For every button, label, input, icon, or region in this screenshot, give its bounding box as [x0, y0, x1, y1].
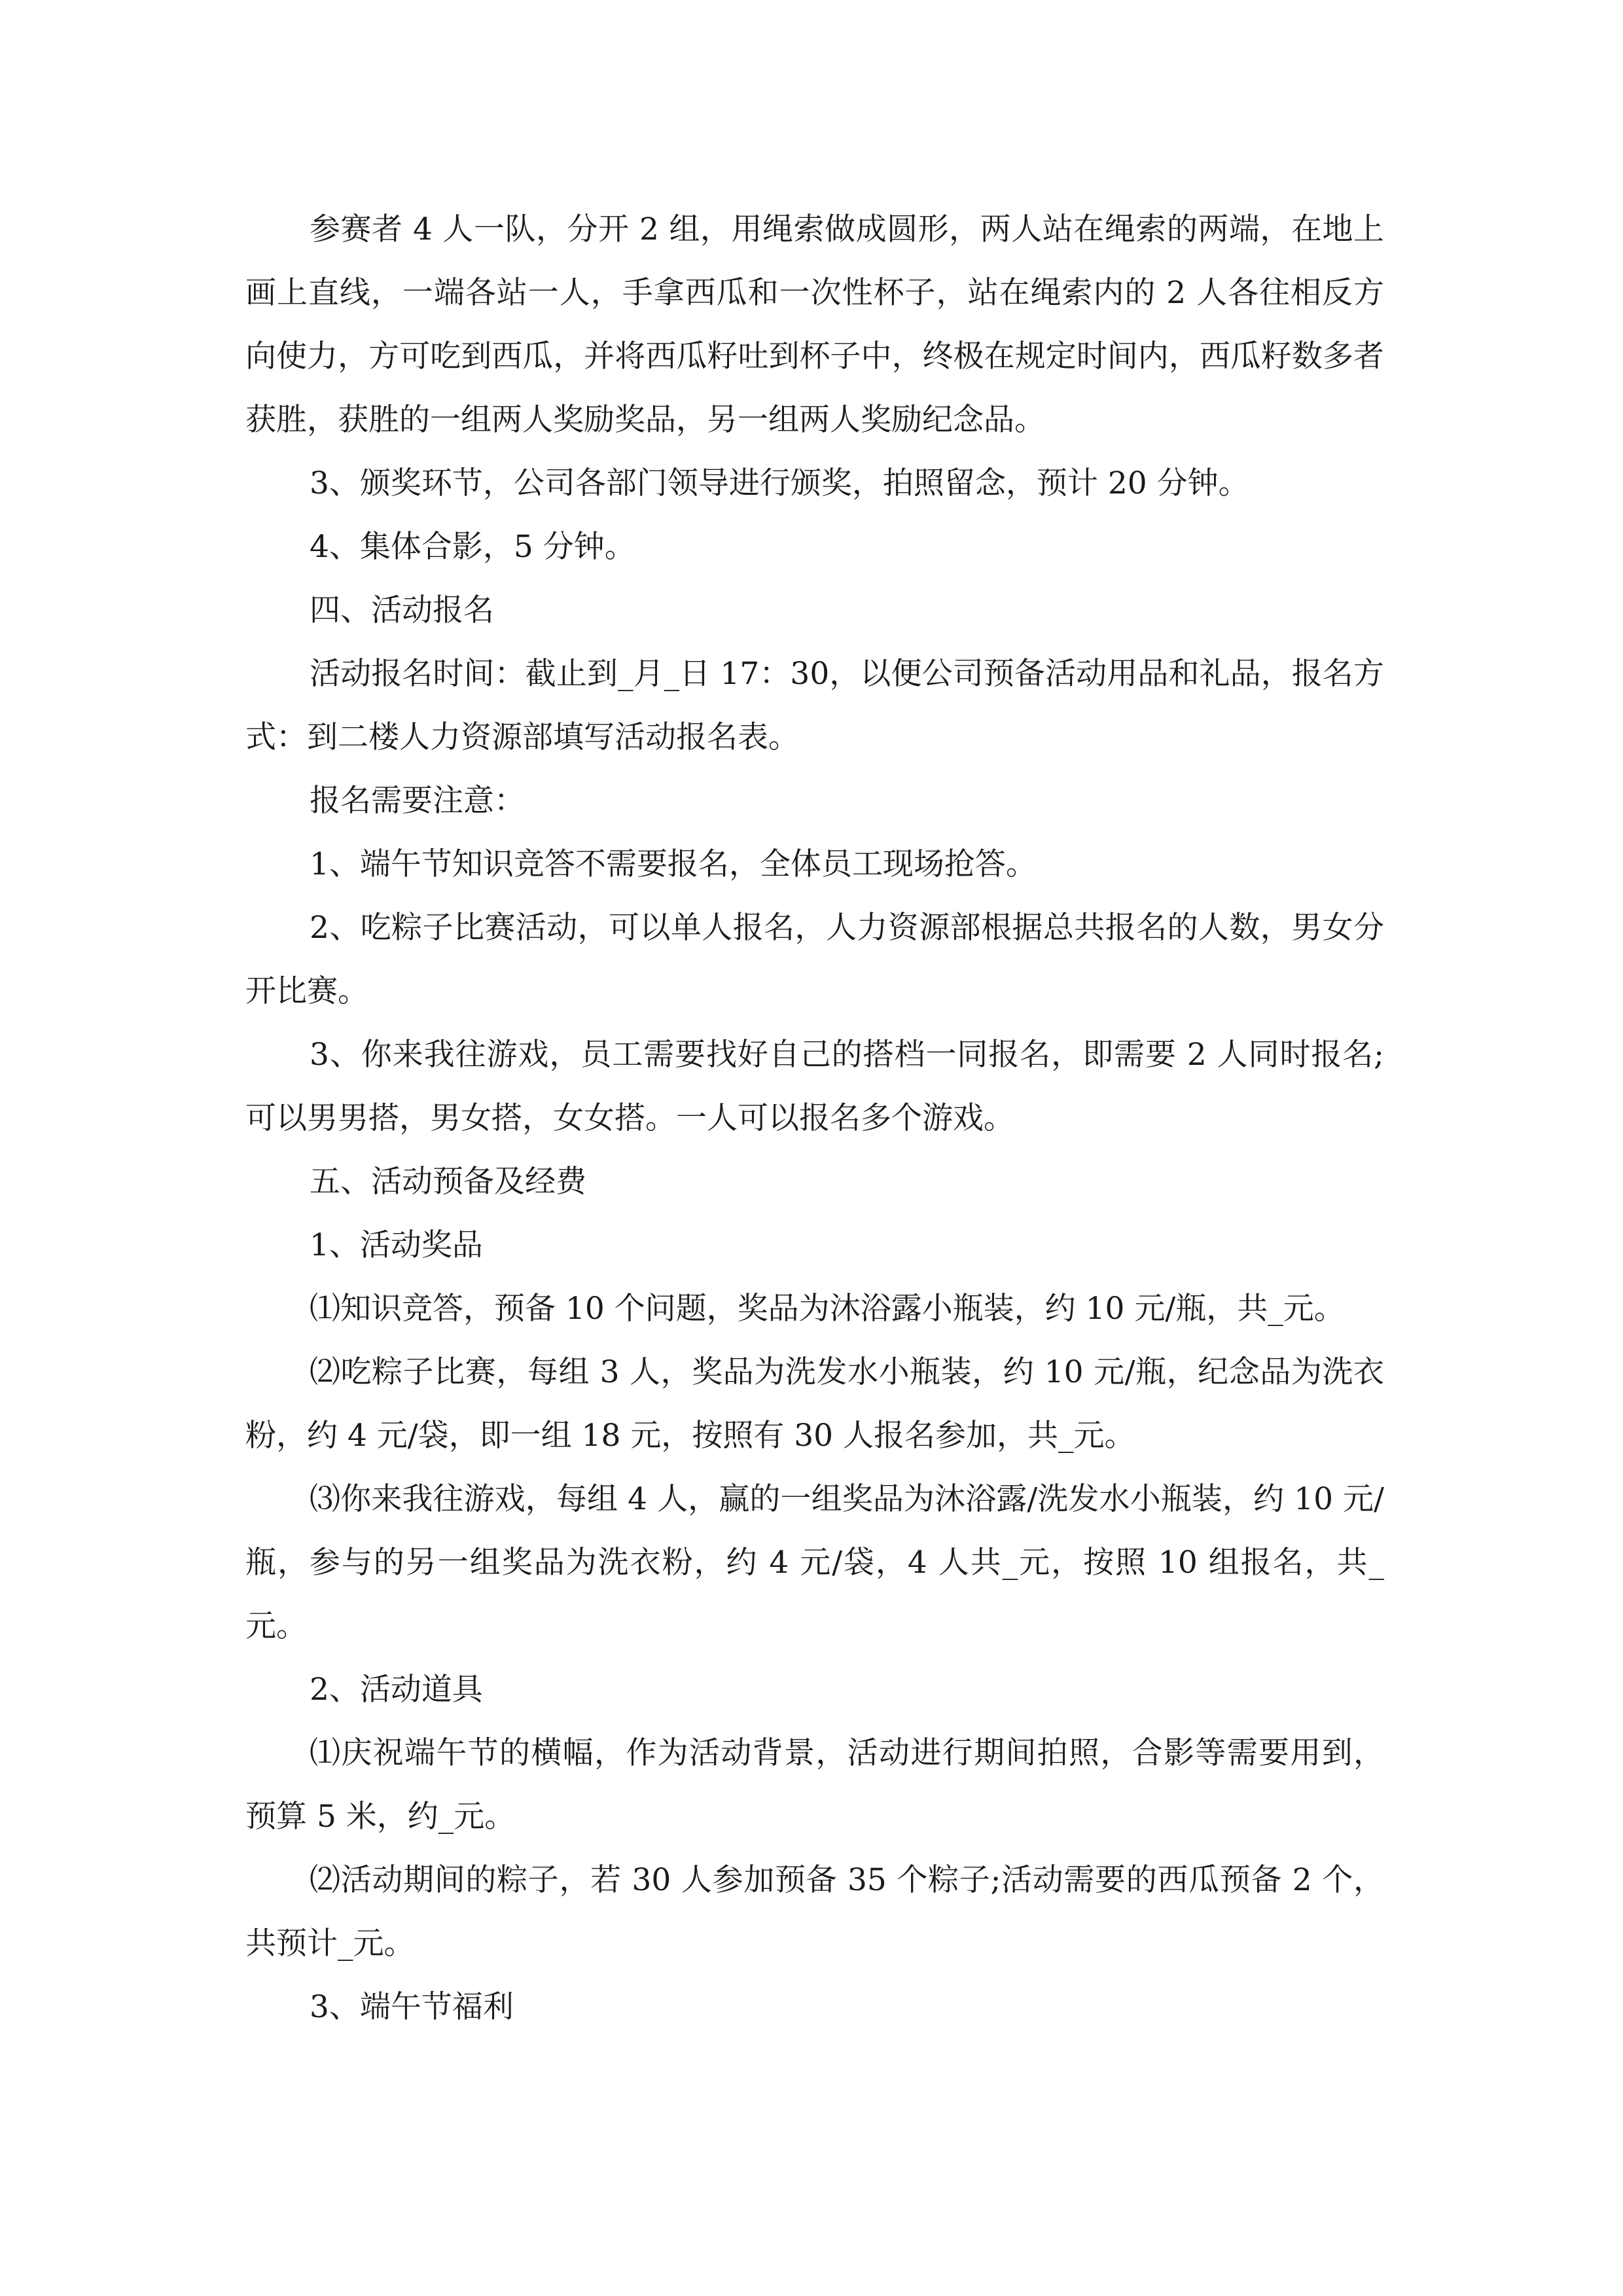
- subheading-prizes: 1、活动奖品: [310, 1227, 483, 1263]
- section-heading-preparation-budget: 五、活动预备及经费: [310, 1164, 586, 1200]
- subheading-benefits: 3、端午节福利: [310, 1989, 514, 2025]
- paragraph-prize-partner-game: ⑶你来我往游戏，每组 4 人，赢的一组奖品为沐浴露/洗发水小瓶装，约 10 元/瓶，参与的另一组奖品为洗衣粉，约 4 元/袋，4 人共_元，按照 10 组报名，共_元。: [245, 1481, 1384, 1644]
- paragraph-props-zongzi-watermelon: ⑵活动期间的粽子，若 30 人参加预备 35 个粽子;活动需要的西瓜预备 2 个，共预计_元。: [245, 1862, 1384, 1962]
- paragraph-props-banner: ⑴庆祝端午节的横幅，作为活动背景，活动进行期间拍照，合影等需要用到，预算 5 米，约_元。: [245, 1735, 1384, 1835]
- paragraph-note-partner-game: 3、你来我往游戏，员工需要找好自己的搭档一同报名，即需要 2 人同时报名;可以男男搭，男女搭，女女搭。一人可以报名多个游戏。: [245, 1037, 1384, 1136]
- paragraph-award-ceremony: 3、颁奖环节，公司各部门领导进行颁奖，拍照留念，预计 20 分钟。: [310, 465, 1249, 501]
- paragraph-note-quiz: 1、端午节知识竞答不需要报名，全体员工现场抢答。: [310, 846, 1037, 882]
- paragraph-prize-quiz: ⑴知识竞答，预备 10 个问题，奖品为沐浴露小瓶装，约 10 元/瓶，共_元。: [310, 1291, 1345, 1327]
- subheading-props: 2、活动道具: [310, 1672, 483, 1708]
- paragraph-watermelon-game-rules: 参赛者 4 人一队，分开 2 组，用绳索做成圆形，两人站在绳索的两端，在地上画上直线，一端各站一人，手拿西瓜和一次性杯子，站在绳索内的 2 人各往相反方向使力，方可吃到西瓜，并将西瓜籽吐到杯子中，终极在规定时间内，西瓜籽数多者获胜，获胜的一组两人奖励奖品，另一组两人奖励纪念品。: [245, 211, 1384, 438]
- section-heading-registration: 四、活动报名: [310, 592, 494, 628]
- paragraph-note-zongzi-contest: 2、吃粽子比赛活动，可以单人报名，人力资源部根据总共报名的人数，男女分开比赛。: [245, 910, 1384, 1009]
- paragraph-registration-notes: 报名需要注意：: [310, 783, 525, 819]
- paragraph-prize-zongzi-contest: ⑵吃粽子比赛，每组 3 人，奖品为洗发水小瓶装，约 10 元/瓶，纪念品为洗衣粉，约 4 元/袋，即一组 18 元，按照有 30 人报名参加，共_元。: [245, 1354, 1384, 1454]
- paragraph-registration-time: 活动报名时间：截止到_月_日 17：30，以便公司预备活动用品和礼品，报名方式：到二楼人力资源部填写活动报名表。: [245, 656, 1384, 755]
- paragraph-group-photo: 4、集体合影，5 分钟。: [310, 529, 635, 565]
- document-body: [245, 198, 1384, 2039]
